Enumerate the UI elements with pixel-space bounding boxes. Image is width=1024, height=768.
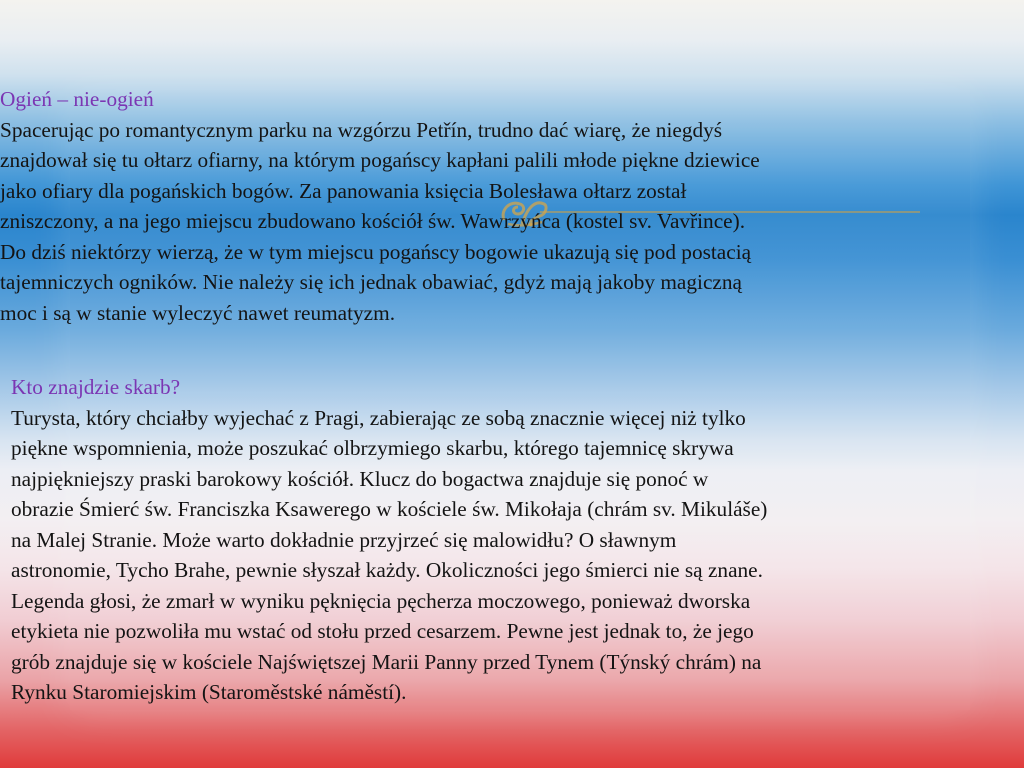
paragraph-line: Do dziś niektórzy wierzą, że w tym miejscu pogańscy bogowie ukazują się pod postacią [0, 239, 752, 264]
paragraph-line: zniszczony, a na jego miejscu zbudowano kościół św. Wawrzyńca (kostel sv. Vavřince). [0, 209, 746, 233]
paragraph-line: tajemniczych ogników. Nie należy się ich jednak obawiać, gdyż mają jakoby magiczną [0, 270, 742, 294]
paragraph-line: znajdował się tu ołtarz ofiarny, na którym pogańscy kapłani palili młode piękne dziewice [0, 148, 760, 172]
paragraph-line: Rynku Staromiejskim (Staroměstské náměstí). [11, 680, 407, 704]
paragraph-line: Legenda głosi, że zmarł w wyniku pęknięcia pęcherza moczowego, ponieważ dworska [11, 588, 751, 613]
paragraph-line: moc i są w stanie wyleczyć nawet reumatyzm. [0, 300, 396, 325]
paragraph-line: etykieta nie pozwoliła mu wstać od stołu przed cesarzem. Pewne jest jednak to, że jego [11, 619, 754, 643]
section-petrin [0, 84, 1024, 328]
section-heading: Kto znajdzie skarb? [11, 375, 181, 399]
paragraph-line: na Malej Stranie. Może warto dokładnie przyjrzeć się malowidłu? O sławnym [11, 527, 677, 552]
paragraph-line: Turysta, który chciałby wyjechać z Pragi, zabierając ze sobą znacznie więcej niż tylko [11, 405, 746, 430]
paragraph-line: piękne wspomnienia, może poszukać olbrzymiego skarbu, którego tajemnicę skrywa [11, 436, 734, 460]
section-heading: Ogień – nie-ogień [0, 87, 154, 111]
paragraph-line: Spacerując po romantycznym parku na wzgórzu Petřín, trudno dać wiarę, że niegdyś [0, 117, 723, 142]
paragraph-line: jako ofiary dla pogańskich bogów. Za panowania księcia Bolesława ołtarz został [0, 178, 687, 203]
paragraph-line: astronomie, Tycho Brahe, pewnie słyszał każdy. Okoliczności jego śmierci nie są znane. [11, 558, 763, 582]
paragraph-line: najpiękniejszy praski barokowy kościół. Klucz do bogactwa znajduje się ponoć w [11, 466, 709, 491]
section-treasure [11, 372, 1011, 708]
paragraph-line: obrazie Śmierć św. Franciszka Ksawerego w kościele św. Mikołaja (chrám sv. Mikuláše) [11, 497, 768, 521]
paragraph-line: grób znajduje się w kościele Najświętszej Marii Panny przed Tynem (Týnský chrám) na [11, 649, 762, 674]
